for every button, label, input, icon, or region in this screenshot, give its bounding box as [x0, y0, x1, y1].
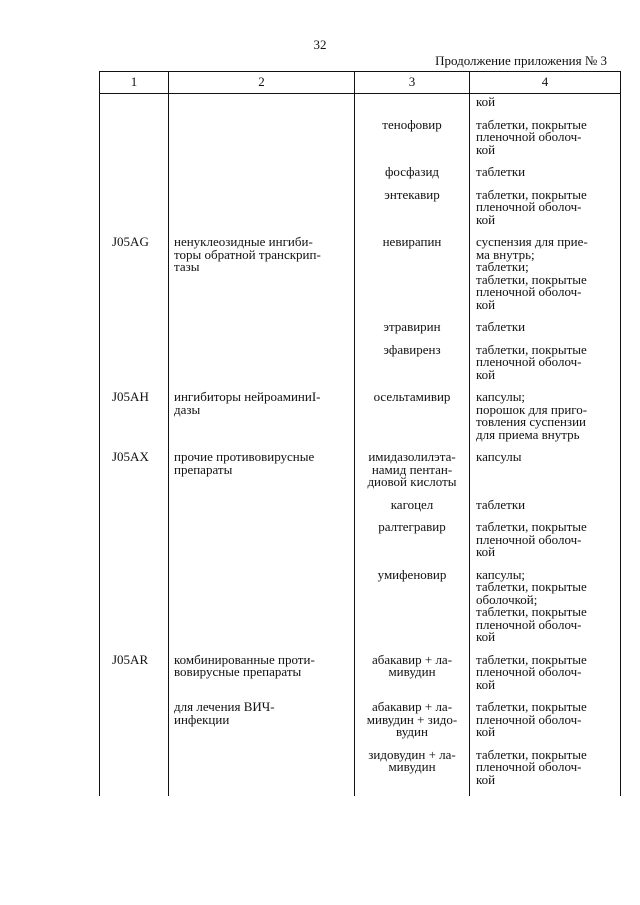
dosage-form: таблетки: [470, 499, 621, 522]
drug-name: умифеновир: [355, 569, 470, 654]
pharmacological-group: [169, 166, 355, 189]
drug-name: имидазолилэта- намид пентан- диовой кислоты: [355, 451, 470, 499]
page-number: 32: [313, 37, 327, 52]
table-row: [100, 119, 621, 167]
table-row: [100, 321, 621, 344]
table-row: [100, 569, 621, 654]
dosage-form: капсулы; порошок для приго- товления суспензии для приема внутрь: [470, 391, 621, 451]
atc-code: J05AH: [100, 391, 169, 451]
dosage-form: таблетки, покрытые пленочной оболоч- кой: [470, 119, 621, 167]
pharmacological-group: [169, 499, 355, 522]
drug-name: энтекавир: [355, 189, 470, 237]
pharmacological-group: [169, 119, 355, 167]
atc-code: J05AG: [100, 236, 169, 321]
pharmacological-group: [169, 94, 355, 119]
dosage-form: кой: [470, 94, 621, 119]
dosage-form: таблетки, покрытые пленочной оболоч- кой: [470, 521, 621, 569]
drug-name: абакавир + ла- мивудин: [355, 654, 470, 702]
table-row: [100, 701, 621, 749]
atc-code: [100, 166, 169, 189]
table-row: [100, 344, 621, 392]
dosage-form: таблетки: [470, 166, 621, 189]
table-row: [100, 391, 621, 451]
pharmacological-group: прочие противовирусные препараты: [169, 451, 355, 499]
drug-name: ралтегравир: [355, 521, 470, 569]
drug-name: фосфазид: [355, 166, 470, 189]
atc-code: [100, 749, 169, 797]
medicines-table: [99, 71, 621, 796]
column-header-4: 4: [470, 72, 621, 94]
table-row: [100, 166, 621, 189]
table-row: [100, 94, 621, 119]
pharmacological-group: ингибиторы нейроаминиI- дазы: [169, 391, 355, 451]
dosage-form: таблетки, покрытые пленочной оболоч- кой: [470, 189, 621, 237]
drug-name: кагоцел: [355, 499, 470, 522]
pharmacological-group: [169, 321, 355, 344]
drug-name: невирапин: [355, 236, 470, 321]
atc-code: [100, 701, 169, 749]
pharmacological-group: [169, 569, 355, 654]
table-body: [100, 94, 621, 797]
dosage-form: таблетки, покрытые пленочной оболоч- кой: [470, 654, 621, 702]
column-header-3: 3: [355, 72, 470, 94]
drug-name: этравирин: [355, 321, 470, 344]
pharmacological-group: [169, 521, 355, 569]
pharmacological-group: [169, 344, 355, 392]
continuation-label: Продолжение приложения № 3: [435, 53, 607, 68]
drug-name: [355, 94, 470, 119]
atc-code: [100, 569, 169, 654]
atc-code: [100, 321, 169, 344]
atc-code: [100, 521, 169, 569]
table-row: [100, 189, 621, 237]
atc-code: J05AR: [100, 654, 169, 702]
dosage-form: суспензия для прие- ма внутрь; таблетки; таблетки, покрытые пленочной оболоч- кой: [470, 236, 621, 321]
pharmacological-group: [169, 749, 355, 797]
table-row: [100, 451, 621, 499]
table-row: [100, 749, 621, 797]
dosage-form: таблетки, покрытые пленочной оболоч- кой: [470, 701, 621, 749]
pharmacological-group: [169, 189, 355, 237]
table-row: [100, 499, 621, 522]
column-header-2: 2: [169, 72, 355, 94]
atc-code: [100, 499, 169, 522]
dosage-form: таблетки, покрытые пленочной оболоч- кой: [470, 344, 621, 392]
atc-code: J05AX: [100, 451, 169, 499]
dosage-form: капсулы; таблетки, покрытые оболочкой; таблетки, покрытые пленочной оболоч- кой: [470, 569, 621, 654]
pharmacological-group: ненуклеозидные ингиби- торы обратной транскрип- тазы: [169, 236, 355, 321]
pharmacological-group: комбинированные проти- вовирусные препараты: [169, 654, 355, 702]
pharmacological-group: для лечения ВИЧ- инфекции: [169, 701, 355, 749]
dosage-form: капсулы: [470, 451, 621, 499]
drug-name: осельтамивир: [355, 391, 470, 451]
header-row: [100, 72, 621, 94]
drug-name: абакавир + ла- мивудин + зидо- вудин: [355, 701, 470, 749]
table-row: [100, 236, 621, 321]
drug-name: эфавиренз: [355, 344, 470, 392]
drug-name: зидовудин + ла- мивудин: [355, 749, 470, 797]
dosage-form: таблетки, покрытые пленочной оболоч- кой: [470, 749, 621, 797]
table-row: [100, 521, 621, 569]
column-header-1: 1: [100, 72, 169, 94]
table-row: [100, 654, 621, 702]
atc-code: [100, 94, 169, 119]
drug-name: тенофовир: [355, 119, 470, 167]
atc-code: [100, 344, 169, 392]
dosage-form: таблетки: [470, 321, 621, 344]
atc-code: [100, 189, 169, 237]
atc-code: [100, 119, 169, 167]
